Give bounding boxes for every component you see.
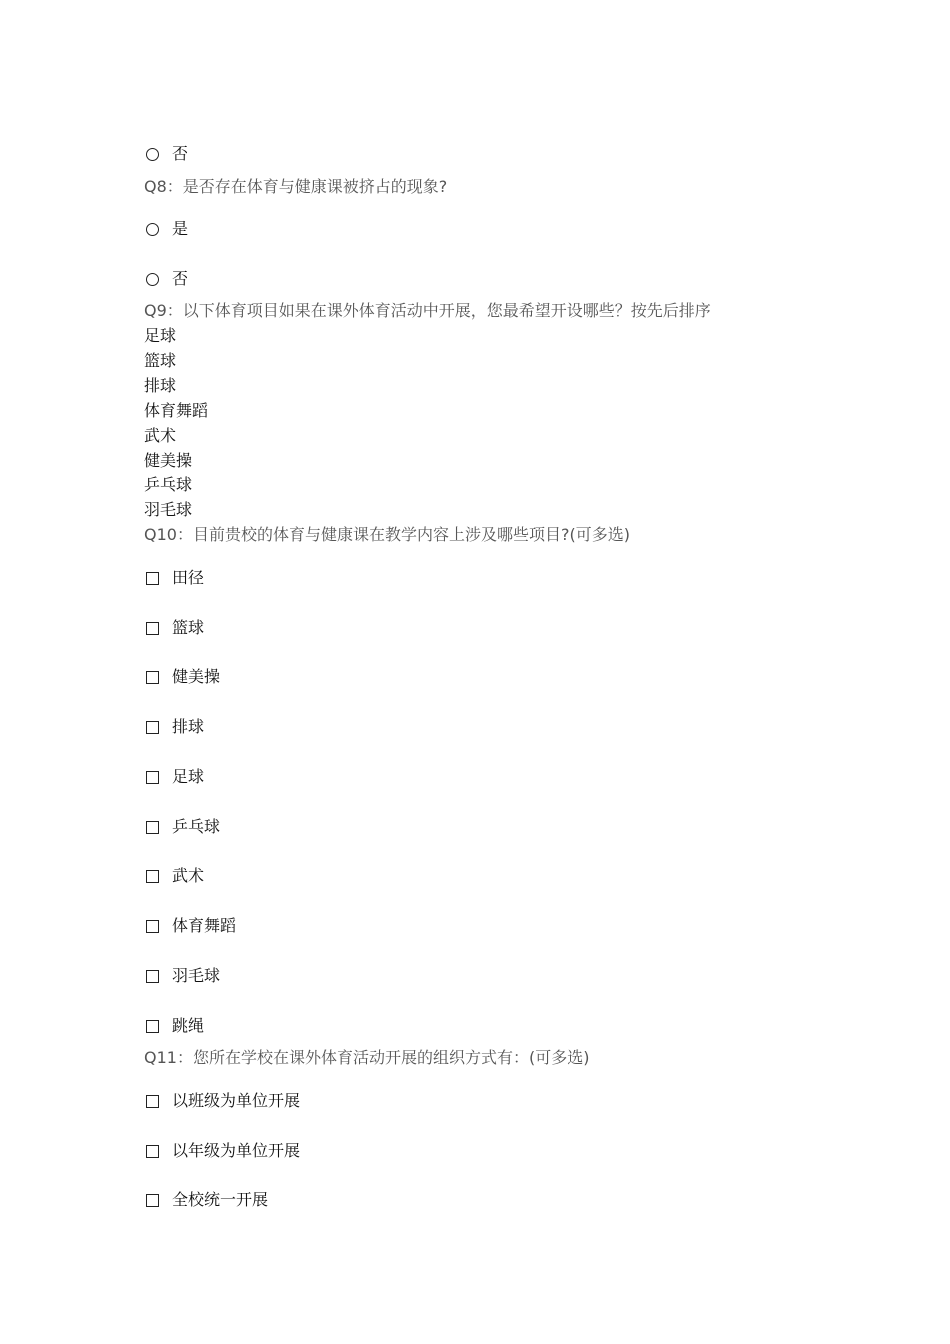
checkbox-icon[interactable] [146,821,159,834]
checkbox-option[interactable] [146,1016,204,1036]
checkbox-option[interactable] [146,1091,300,1111]
checkbox-icon[interactable] [146,1095,159,1108]
rank-item[interactable]: 排球 [144,376,177,395]
option-label: 武术 [172,866,205,885]
checkbox-option[interactable] [146,667,220,687]
checkbox-option[interactable] [146,866,204,886]
checkbox-option[interactable] [146,767,204,787]
radio-icon[interactable] [146,223,159,236]
option-label: 篮球 [172,618,205,637]
checkbox-option[interactable] [146,916,236,936]
rank-item[interactable]: 足球 [144,326,177,345]
rank-item[interactable]: 健美操 [144,451,193,470]
checkbox-icon[interactable] [146,870,159,883]
checkbox-icon[interactable] [146,1145,159,1158]
radio-icon[interactable] [146,148,159,161]
option-label: 羽毛球 [172,966,221,985]
checkbox-icon[interactable] [146,622,159,635]
checkbox-option[interactable] [146,1190,268,1210]
option-label: 足球 [172,767,205,786]
option-label: 跳绳 [172,1016,205,1035]
checkbox-option[interactable] [146,618,204,638]
checkbox-option[interactable] [146,817,220,837]
rank-item[interactable]: 乒乓球 [144,475,193,494]
checkbox-icon[interactable] [146,920,159,933]
checkbox-icon[interactable] [146,671,159,684]
checkbox-icon[interactable] [146,721,159,734]
checkbox-option[interactable] [146,717,204,737]
checkbox-icon[interactable] [146,771,159,784]
rank-item[interactable]: 武术 [144,426,177,445]
checkbox-option[interactable] [146,1141,300,1161]
question-title-q10: Q10：目前贵校的体育与健康课在教学内容上涉及哪些项目?(可多选) [144,525,630,544]
option-label: 全校统一开展 [172,1190,269,1209]
checkbox-option[interactable] [146,966,220,986]
radio-option[interactable] [146,144,188,164]
option-label: 以班级为单位开展 [172,1091,301,1110]
checkbox-icon[interactable] [146,1020,159,1033]
option-label: 体育舞蹈 [172,916,237,935]
option-label: 否 [172,144,189,163]
rank-item[interactable]: 篮球 [144,351,177,370]
rank-item[interactable]: 体育舞蹈 [144,401,209,420]
checkbox-icon[interactable] [146,572,159,585]
option-label: 田径 [172,568,205,587]
option-label: 否 [172,269,189,288]
checkbox-icon[interactable] [146,970,159,983]
option-label: 健美操 [172,667,221,686]
checkbox-option[interactable] [146,568,204,588]
rank-item[interactable]: 羽毛球 [144,500,193,519]
option-label: 乒乓球 [172,817,221,836]
option-label: 是 [172,219,189,238]
option-label: 排球 [172,717,205,736]
radio-option[interactable] [146,269,188,289]
question-title-q9: Q9：以下体育项目如果在课外体育活动中开展，您最希望开设哪些？按先后排序 [144,301,711,320]
radio-option[interactable] [146,219,188,239]
checkbox-icon[interactable] [146,1194,159,1207]
option-label: 以年级为单位开展 [172,1141,301,1160]
radio-icon[interactable] [146,273,159,286]
question-title-q11: Q11：您所在学校在课外体育活动开展的组织方式有：(可多选) [144,1048,590,1067]
question-title-q8: Q8：是否存在体育与健康课被挤占的现象? [144,177,448,196]
